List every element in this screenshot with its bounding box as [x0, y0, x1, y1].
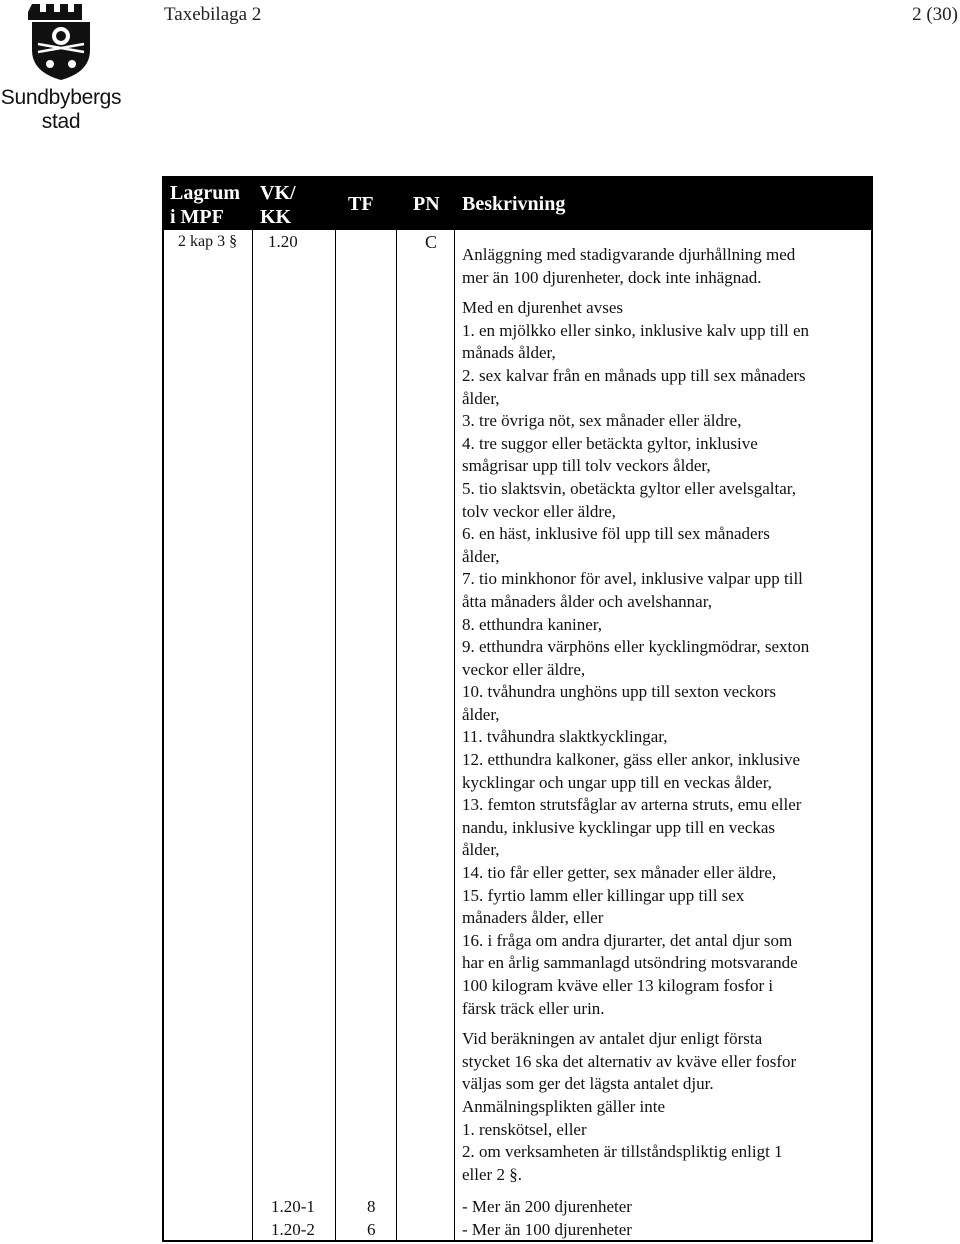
subrow-tf: 6 [367, 1219, 376, 1239]
page-number: 2 (30) [912, 4, 958, 25]
header-tf: TF [348, 193, 374, 215]
note-line: 1. renskötsel, eller [462, 1119, 587, 1139]
cell-pn: C [425, 232, 438, 252]
list-line: 16. i fråga om andra djurarter, det antal djur som [462, 930, 793, 950]
list-line: 7. tio minkhonor för avel, inklusive valpar upp till [462, 569, 803, 589]
intro-line: Anläggning med stadigvarande djurhållning med [462, 245, 796, 264]
note-line: Vid beräkningen av antalet djur enligt första [462, 1029, 763, 1049]
list-line: kycklingar och ungar upp till en veckas ålder, [462, 772, 772, 792]
list-line: 4. tre suggor eller betäckta gyltor, inklusive [462, 433, 758, 453]
column-divider [252, 230, 253, 1240]
cell-lagrum: 2 kap 3 § [178, 233, 238, 250]
list-line: månaders ålder, eller [462, 908, 604, 928]
list-line: veckor eller äldre, [462, 659, 586, 679]
table-header [164, 178, 871, 230]
subrow-tf: 8 [367, 1197, 376, 1216]
subrow-beskrivning: - Mer än 200 djurenheter [462, 1197, 632, 1216]
intro-line: mer än 100 djurenheter, dock inte inhägnad. [462, 267, 762, 287]
list-line: 10. tvåhundra unghöns upp till sexton veckors [462, 682, 776, 702]
column-divider [454, 230, 455, 1240]
list-line: smågrisar upp till tolv veckors ålder, [462, 456, 711, 476]
list-line: tolv veckor eller äldre, [462, 501, 616, 521]
list-line: 13. femton strutsfåglar av arterna struts, emu eller [462, 795, 802, 815]
column-divider [335, 230, 336, 1240]
list-line: månads ålder, [462, 343, 556, 363]
cell-beskrivning [462, 244, 867, 1186]
subrow-tf-column [367, 1196, 376, 1241]
list-line: 9. etthundra värphöns eller kycklingmödrar, sexton [462, 637, 810, 657]
list-line: 100 kilogram kväve eller 13 kilogram fosfor i [462, 976, 774, 995]
list-line: 15. fyrtio lamm eller killingar upp till sex [462, 885, 745, 905]
list-line: 8. etthundra kaniner, [462, 614, 602, 634]
list-line: ålder, [462, 840, 500, 860]
list-line: 1. en mjölkko eller sinko, inklusive kalv upp till en [462, 320, 810, 340]
cell-vk: 1.20 [268, 232, 298, 251]
list-line: 5. tio slaktsvin, obetäckta gyltor eller avelsgaltar, [462, 478, 797, 498]
list-line: 3. tre övriga nöt, sex månader eller äldre, [462, 411, 742, 431]
list-line: 6. en häst, inklusive föl upp till sex månaders [462, 524, 770, 544]
sundbyberg-logo [0, 0, 122, 136]
list-line: ålder, [462, 704, 500, 724]
subrow-vk: 1.20-1 [271, 1197, 315, 1216]
note-line: 2. om verksamheten är tillståndspliktig enligt 1 [462, 1142, 783, 1162]
list-line: ålder, [462, 388, 500, 408]
list-line: har en årlig sammanlagd utsöndring motsvarande [462, 953, 798, 973]
list-line: färsk träck eller urin. [462, 998, 605, 1018]
header-pn: PN [413, 193, 440, 215]
note-line: väljas som ger det lägsta antalet djur. [462, 1074, 714, 1094]
logo-line1: Sundbybergs [0, 86, 122, 109]
subrow-vk: 1.20-2 [271, 1219, 315, 1239]
list-line: 2. sex kalvar från en månads upp till sex månaders [462, 365, 806, 385]
column-divider [396, 230, 397, 1240]
note-line: Anmälningsplikten gäller inte [462, 1096, 666, 1116]
subrow-beskrivning-column [462, 1196, 632, 1241]
list-line: Med en djurenhet avses [462, 298, 623, 318]
regulation-table [162, 176, 873, 1242]
document-title: Taxebilaga 2 [164, 4, 262, 25]
note-line: stycket 16 ska det alternativ av kväve eller fosfor [462, 1051, 797, 1071]
logo-line2: stad [41, 110, 81, 133]
subrow-vk-column [271, 1196, 315, 1241]
note-line: eller 2 §. [462, 1164, 522, 1184]
subrow-beskrivning: - Mer än 100 djurenheter [462, 1219, 632, 1239]
list-line: ålder, [462, 546, 500, 566]
header-lagrum: Lagrum i MPF [170, 182, 240, 228]
list-line: 11. tvåhundra slaktkycklingar, [462, 727, 668, 747]
header-beskrivning: Beskrivning [462, 193, 566, 215]
list-line: åtta månaders ålder och avelshannar, [462, 591, 712, 611]
list-line: 12. etthundra kalkoner, gäss eller ankor, inklusive [462, 750, 801, 770]
list-line: nandu, inklusive kycklingar upp till en veckas [462, 817, 776, 837]
header-vk-kk: VK/ KK [260, 182, 296, 228]
list-line: 14. tio får eller getter, sex månader eller äldre, [462, 863, 777, 883]
coat-of-arms-icon [28, 2, 94, 82]
